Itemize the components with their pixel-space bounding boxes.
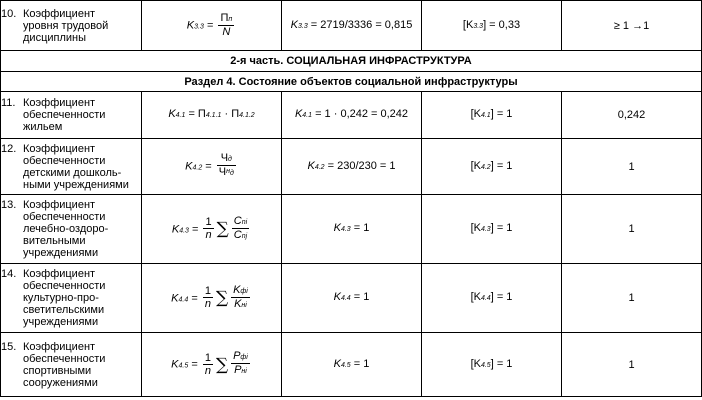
table-row xyxy=(1,72,702,92)
formula xyxy=(171,285,252,312)
result-prefix: [K xyxy=(470,159,481,172)
table-row xyxy=(1,264,702,333)
result-cell xyxy=(422,1,562,51)
formula-symbol: K xyxy=(171,291,179,304)
formula-symbol: K xyxy=(168,108,176,120)
formula-symbol: K xyxy=(171,222,180,235)
fraction-denominator: C xyxy=(233,228,242,241)
fraction-denominator-sub: нi xyxy=(241,301,247,309)
result-value: ] = 1 xyxy=(490,159,513,172)
fraction-numerator: П xyxy=(220,12,229,24)
formula-symbol-sub: 4.4 xyxy=(178,295,189,303)
one-over-n-fraction xyxy=(203,217,213,241)
result-prefix: [K xyxy=(470,291,481,303)
indicator-name-line: Коэффициент xyxy=(23,268,96,280)
indicator-name-line: Коэффициент xyxy=(23,340,96,353)
calculation-cell xyxy=(282,264,422,333)
row-number: 11. xyxy=(1,97,16,109)
result-prefix: [K xyxy=(470,222,481,234)
calculation-cell xyxy=(282,333,422,397)
indicator-name-line: обеспеченности xyxy=(23,352,106,365)
norm-cell: 0,242 xyxy=(562,92,702,139)
fraction-denominator-sub: д xyxy=(229,170,234,177)
fraction-numerator: 1 xyxy=(204,285,211,297)
calculation-value: = 1 xyxy=(350,291,370,303)
calculation-cell xyxy=(282,195,422,264)
indicator-name-line: учреждениями xyxy=(23,247,99,259)
fraction-numerator: K xyxy=(233,283,241,296)
indicator-name-line: обеспеченности xyxy=(23,109,106,121)
indicator-name-line: сооружениями xyxy=(23,376,98,389)
sum-sign: ∑ xyxy=(215,288,229,308)
row-number: 15. xyxy=(1,340,17,353)
formula xyxy=(171,351,252,378)
result-value: ] = 0,33 xyxy=(483,18,521,31)
equals-sign: = xyxy=(191,291,198,304)
result-cell xyxy=(422,195,562,264)
formula xyxy=(168,108,254,122)
fraction-numerator-sub: фi xyxy=(240,354,248,361)
fraction xyxy=(232,216,249,243)
fraction-numerator: C xyxy=(233,214,242,227)
result-cell xyxy=(422,92,562,139)
indicator-name-line: Коэффициент xyxy=(23,7,96,20)
calc-symbol-sub: 4.2 xyxy=(314,163,325,171)
row-number: 12. xyxy=(1,142,17,155)
indicator-name-line: ными учреждениями xyxy=(23,178,129,191)
formula-symbol: K xyxy=(186,19,195,32)
indicator-name-line: учреждениями xyxy=(23,316,99,328)
fraction-denominator: n xyxy=(204,364,211,377)
equals-sign: = xyxy=(205,160,212,173)
result-sub: 4.5 xyxy=(480,361,491,369)
part-banner: 2-я часть. СОЦИАЛЬНАЯ ИНФРАСТРУКТУРА xyxy=(1,51,702,72)
sum-sign: ∑ xyxy=(215,354,229,375)
indicator-cell xyxy=(1,139,142,195)
formula-cell xyxy=(142,264,282,333)
norm-cell: ≥ 1 →1 xyxy=(562,1,702,51)
formula-term-sub: 4.1.2 xyxy=(239,112,255,119)
row-number: 13. xyxy=(1,199,17,211)
formula-symbol-sub: 3.3 xyxy=(194,23,204,31)
indicator-name-line: дисциплины xyxy=(23,31,87,44)
formula-term-sub: 4.1.1 xyxy=(205,112,222,119)
result-sub: 4.1 xyxy=(480,112,491,119)
section-banner: Раздел 4. Состояние объектов социальной инфраструктуры xyxy=(1,72,702,92)
fraction-denominator-sub: nj xyxy=(241,232,248,240)
formula xyxy=(187,13,236,38)
table-row xyxy=(1,51,702,72)
sum-sign: ∑ xyxy=(216,219,229,239)
result-value: ] = 1 xyxy=(490,357,513,370)
fraction-denominator-sup: н xyxy=(226,168,230,175)
indicator-name-line: обеспеченности xyxy=(23,280,106,292)
fraction-denominator: Ч xyxy=(218,166,227,178)
formula-cell xyxy=(142,92,282,139)
indicator-name-line: уровня трудовой xyxy=(23,19,109,32)
one-over-n-fraction xyxy=(203,286,213,310)
calc-symbol: K xyxy=(290,18,298,31)
result-prefix: [K xyxy=(462,18,474,31)
equals-sign: = xyxy=(191,358,198,371)
result-sub: 3.3 xyxy=(473,22,484,30)
formula-term: = П xyxy=(185,108,206,120)
indicator-name-line: Коэффициент xyxy=(23,142,96,155)
formula-cell xyxy=(142,195,282,264)
fraction-numerator: P xyxy=(233,350,241,362)
result-sub: 4.2 xyxy=(480,163,491,171)
indicator-name-line: обеспеченности xyxy=(23,211,106,223)
formula-cell xyxy=(142,139,282,195)
formula-symbol: K xyxy=(185,160,193,173)
row-number: 14. xyxy=(1,268,17,280)
fraction-numerator: 1 xyxy=(205,216,212,228)
one-over-n-fraction xyxy=(203,353,213,377)
formula-symbol-sub: 4.1 xyxy=(175,112,186,119)
indicator-name-line: жильем xyxy=(23,121,63,133)
formula xyxy=(185,153,238,180)
calc-symbol-sub: 4.3 xyxy=(340,226,351,233)
fraction-numerator: Ч xyxy=(220,152,229,164)
table-row xyxy=(1,195,702,264)
result-sub: 4.4 xyxy=(480,295,491,302)
indicator-name-line: спортивными xyxy=(23,364,92,377)
calc-symbol-sub: 4.5 xyxy=(340,361,351,369)
formula-symbol-sub: 4.3 xyxy=(179,226,189,234)
table-row xyxy=(1,139,702,195)
formula-symbol: K xyxy=(171,358,179,371)
calculation-value: = 1 · 0,242 = 0,242 xyxy=(312,108,409,120)
result-sub: 4.3 xyxy=(480,226,491,233)
fraction xyxy=(231,285,250,312)
result-value: ] = 1 xyxy=(490,222,513,234)
formula-cell xyxy=(142,333,282,397)
fraction-denominator: N xyxy=(222,26,231,38)
calculation-cell xyxy=(282,139,422,195)
indicator-name-line: культурно-про- xyxy=(23,292,99,304)
norm-cell: 1 xyxy=(562,264,702,333)
calc-symbol: K xyxy=(294,108,303,120)
calc-symbol: K xyxy=(333,291,341,303)
equals-sign: = xyxy=(206,19,214,32)
indicator-name-line: Коэффициент xyxy=(23,97,96,109)
fraction-denominator: P xyxy=(234,364,242,376)
norm-cell: 1 xyxy=(562,333,702,397)
formula-cell xyxy=(142,1,282,51)
calculation-cell xyxy=(282,1,422,51)
fraction-numerator: 1 xyxy=(204,351,211,364)
calc-symbol: K xyxy=(333,357,341,370)
result-value: ] = 1 xyxy=(490,291,513,303)
table-row xyxy=(1,1,702,51)
table-row xyxy=(1,92,702,139)
indicator-name-line: лечебно-оздоро- xyxy=(23,223,109,235)
result-prefix: [K xyxy=(470,357,481,370)
fraction-numerator-sub: п xyxy=(228,16,233,23)
result-cell xyxy=(422,264,562,333)
calc-symbol-sub: 4.4 xyxy=(340,295,351,302)
formula-term: · П xyxy=(221,108,240,120)
calculation-value: = 1 xyxy=(350,222,370,234)
fraction-numerator-sub: фi xyxy=(240,287,248,295)
calculation-cell xyxy=(282,92,422,139)
fraction xyxy=(231,351,250,378)
formula-symbol-sub: 4.2 xyxy=(192,164,203,172)
fraction xyxy=(218,13,234,38)
fraction-numerator-sub: ni xyxy=(241,218,248,226)
indicator-cell xyxy=(1,333,142,397)
formula xyxy=(172,216,251,243)
result-value: ] = 1 xyxy=(490,108,513,120)
fraction-denominator-sub: нi xyxy=(241,368,247,375)
fraction xyxy=(217,153,236,180)
calculation-value: = 1 xyxy=(350,357,370,370)
equals-sign: = xyxy=(191,222,199,235)
row-number: 10. xyxy=(1,7,17,20)
result-cell xyxy=(422,333,562,397)
indicator-cell xyxy=(1,195,142,264)
indicator-name-line: вительными xyxy=(23,235,86,247)
indicator-cell xyxy=(1,264,142,333)
calculation-value: = 2719/3336 = 0,815 xyxy=(307,18,413,31)
indicator-name-line: Коэффициент xyxy=(23,199,96,211)
table-row xyxy=(1,333,702,397)
fraction-denominator: K xyxy=(234,297,242,310)
calc-symbol-sub: 3.3 xyxy=(298,22,308,30)
fraction-numerator-sub: д xyxy=(228,156,232,163)
indicator-cell xyxy=(1,1,142,51)
result-prefix: [K xyxy=(470,108,481,120)
norm-cell: 1 xyxy=(562,139,702,195)
result-cell xyxy=(422,139,562,195)
fraction-denominator: n xyxy=(204,298,211,310)
indicator-name-line: обеспеченности xyxy=(23,154,106,167)
norm-cell: 1 xyxy=(562,195,702,264)
indicator-name-line: светительскими xyxy=(23,304,105,316)
indicator-name-line: детскими дошколь- xyxy=(23,166,122,179)
indicator-cell xyxy=(1,92,142,139)
calc-symbol: K xyxy=(333,222,341,234)
formula-symbol-sub: 4.5 xyxy=(178,362,189,370)
fraction-denominator: n xyxy=(205,229,212,241)
calc-symbol: K xyxy=(307,159,315,172)
calc-symbol-sub: 4.1 xyxy=(302,112,313,119)
calculation-value: = 230/230 = 1 xyxy=(324,159,396,172)
